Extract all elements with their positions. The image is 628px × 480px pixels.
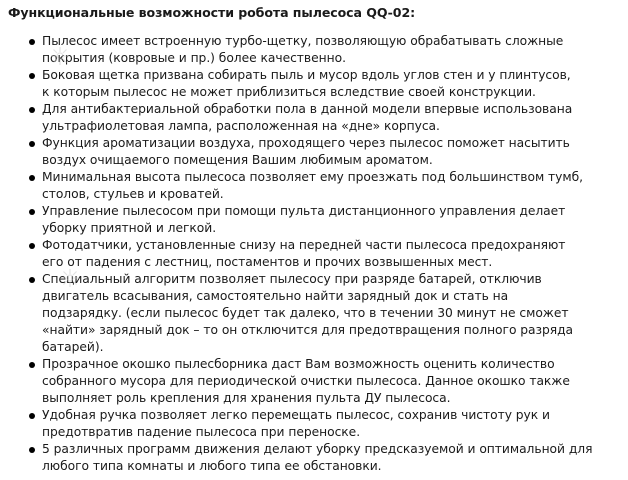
sparkle-watermark-icon — [50, 46, 70, 66]
bullet-icon — [29, 175, 35, 181]
list-item — [0, 441, 628, 475]
list-item-text-line: батарей). — [42, 340, 104, 354]
list-item — [0, 33, 628, 67]
list-item — [0, 356, 628, 407]
list-item-text-line: столов, стульев и кроватей. — [42, 187, 224, 201]
list-item-text-line: к которым пылесос не может приблизиться вследствие своей конструкции. — [42, 85, 536, 99]
list-item — [0, 203, 628, 237]
bullet-icon — [29, 277, 35, 283]
list-item-text-line: Для антибактериальной обработки пола в данной модели впервые использована — [42, 102, 573, 116]
list-item-text-line: Фотодатчики, установленные снизу на передней части пылесоса предохраняют — [42, 238, 566, 252]
bullet-icon — [29, 362, 35, 368]
list-item-text-line: Боковая щетка призвана собирать пыль и мусор вдоль углов стен и у плинтусов, — [42, 68, 571, 82]
feature-list — [0, 33, 628, 475]
sparkle-watermark-icon — [60, 268, 80, 288]
bullet-icon — [29, 413, 35, 419]
list-item-text-line: «найти» зарядный док – то он отключится для предотвращения полного разряда — [42, 323, 574, 337]
list-item-text-line: предотвратив падение пылесоса при переноске. — [42, 425, 361, 439]
bullet-icon — [29, 73, 35, 79]
list-item-text-line: ультрафиолетовая лампа, расположенная на «дне» корпуса. — [42, 119, 440, 133]
list-item-text-line: Прозрачное окошко пылесборника даст Вам возможность оценить количество — [42, 357, 555, 371]
page-title: Функциональные возможности робота пылесоса QQ-02: — [8, 5, 416, 20]
list-item-text-line: воздух очищаемого помещения Вашим любимым ароматом. — [42, 153, 433, 167]
list-item — [0, 101, 628, 135]
list-item-text-line: Функция ароматизации воздуха, проходящего через пылесос поможет насытить — [42, 136, 570, 150]
list-item-text-line: Специальный алгоритм позволяет пылесосу при разряде батарей, отключив — [42, 272, 542, 286]
list-item-text-line: Пылесос имеет встроенную турбо-щетку, позволяющую обрабатывать сложные — [42, 34, 564, 48]
list-item-text-line: Минимальная высота пылесоса позволяет ему проезжать под большинством тумб, — [42, 170, 584, 184]
list-item — [0, 135, 628, 169]
list-item-text-line: уборку приятной и легкой. — [42, 221, 217, 235]
list-item — [0, 169, 628, 203]
bullet-icon — [29, 39, 35, 45]
list-item — [0, 271, 628, 356]
list-item — [0, 407, 628, 441]
bullet-icon — [29, 209, 35, 215]
list-item-text-line: Управление пылесосом при помощи пульта дистанционного управления делает — [42, 204, 566, 218]
bullet-icon — [29, 107, 35, 113]
list-item-text-line: подзарядку. (если пылесос будет так далеко, что в течении 30 минут не сможет — [42, 306, 569, 320]
list-item-text-line: Удобная ручка позволяет легко перемещать пылесос, сохранив чистоту рук и — [42, 408, 550, 422]
list-item-text-line: 5 различных программ движения делают уборку предсказуемой и оптимальной для — [42, 442, 593, 456]
list-item-text-line: покрытия (ковровые и пр.) более качественно. — [42, 51, 346, 65]
list-item-text-line: любого типа комнаты и любого типа ее обстановки. — [42, 459, 382, 473]
list-item-text-line: выполняет роль крепления для хранения пульта ДУ пылесоса. — [42, 391, 451, 405]
bullet-icon — [29, 141, 35, 147]
list-item — [0, 237, 628, 271]
bullet-icon — [29, 447, 35, 453]
bullet-icon — [29, 243, 35, 249]
list-item — [0, 67, 628, 101]
list-item-text-line: двигатель всасывания, самостоятельно найти зарядный док и стать на — [42, 289, 509, 303]
list-item-text-line: собранного мусора для периодической очистки пылесоса. Данное окошко также — [42, 374, 570, 388]
list-item-text-line: его от падения с лестниц, постаментов и прочих возвышенных мест. — [42, 255, 493, 269]
